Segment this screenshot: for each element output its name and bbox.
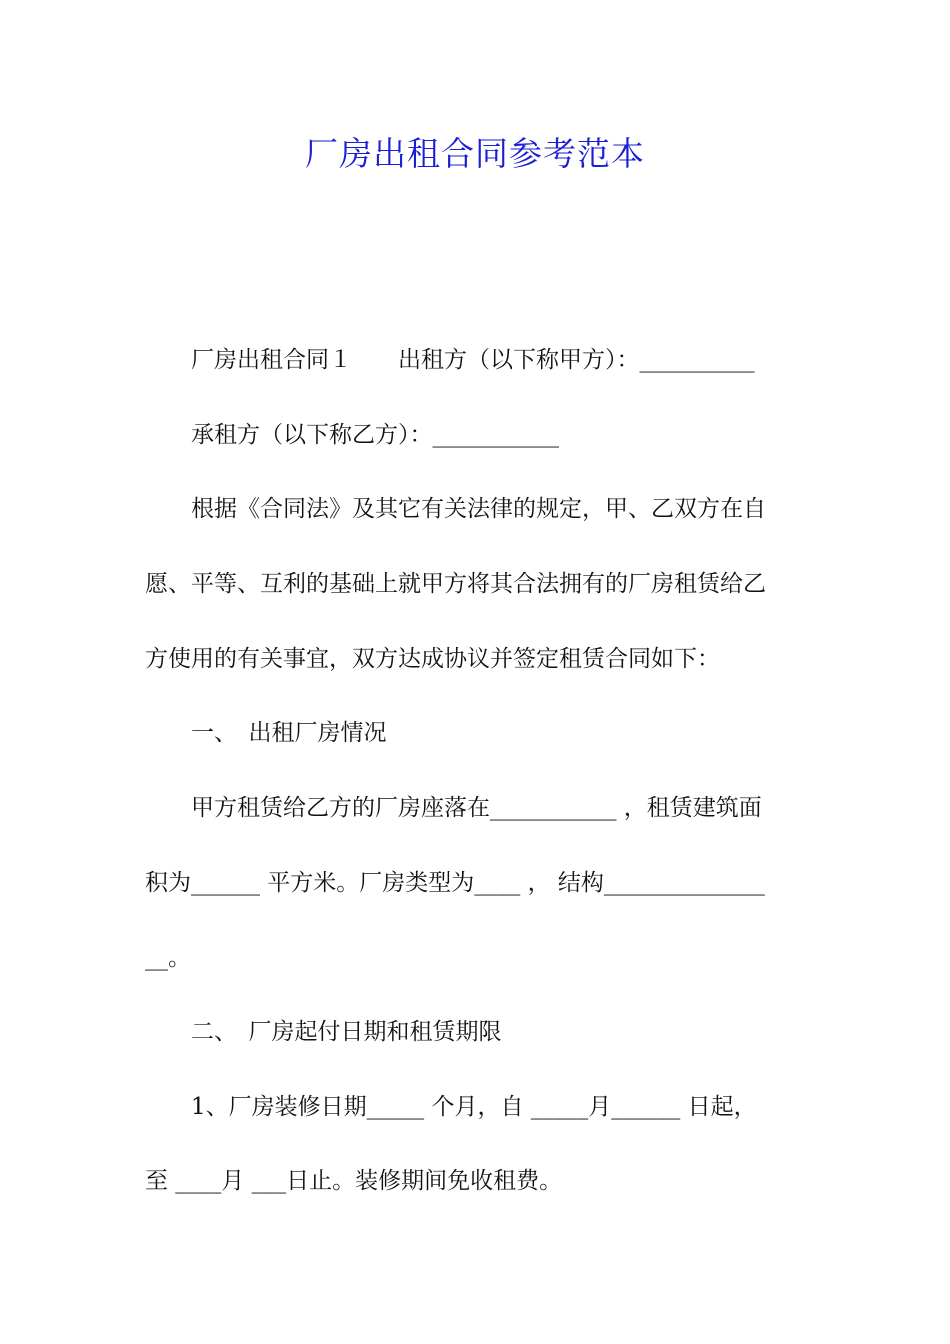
paragraph-line: 根据《合同法》及其它有关法律的规定，甲、乙双方在自 (145, 496, 766, 522)
section-heading: 二、 厂房起付日期和租赁期限 (145, 1019, 502, 1045)
paragraph-line: 1、厂房装修日期_____ 个月，自 _____月______ 日起， (145, 1094, 757, 1120)
paragraph-line: 积为______ 平方米。厂房类型为____ ， 结构______________ (145, 870, 765, 896)
paragraph-line: 愿、平等、互利的基础上就甲方将其合法拥有的厂房租赁给乙 (145, 571, 766, 597)
paragraph-line: 承租方（以下称乙方）：___________ (145, 422, 559, 448)
paragraph-line: 至 ____月 ___日止。装修期间免收租费。 (145, 1168, 563, 1194)
paragraph-line: __。 (145, 945, 191, 971)
paragraph-line: 甲方租赁给乙方的厂房座落在___________ ，租赁建筑面 (145, 795, 762, 821)
paragraph-line: 厂房出租合同１ 出租方（以下称甲方）：__________ (145, 347, 755, 373)
paragraph-line: 方使用的有关事宜，双方达成协议并签定租赁合同如下： (145, 646, 720, 672)
section-heading: 一、 出租厂房情况 (145, 720, 387, 746)
document-title: 厂房出租合同参考范本 (305, 134, 645, 173)
